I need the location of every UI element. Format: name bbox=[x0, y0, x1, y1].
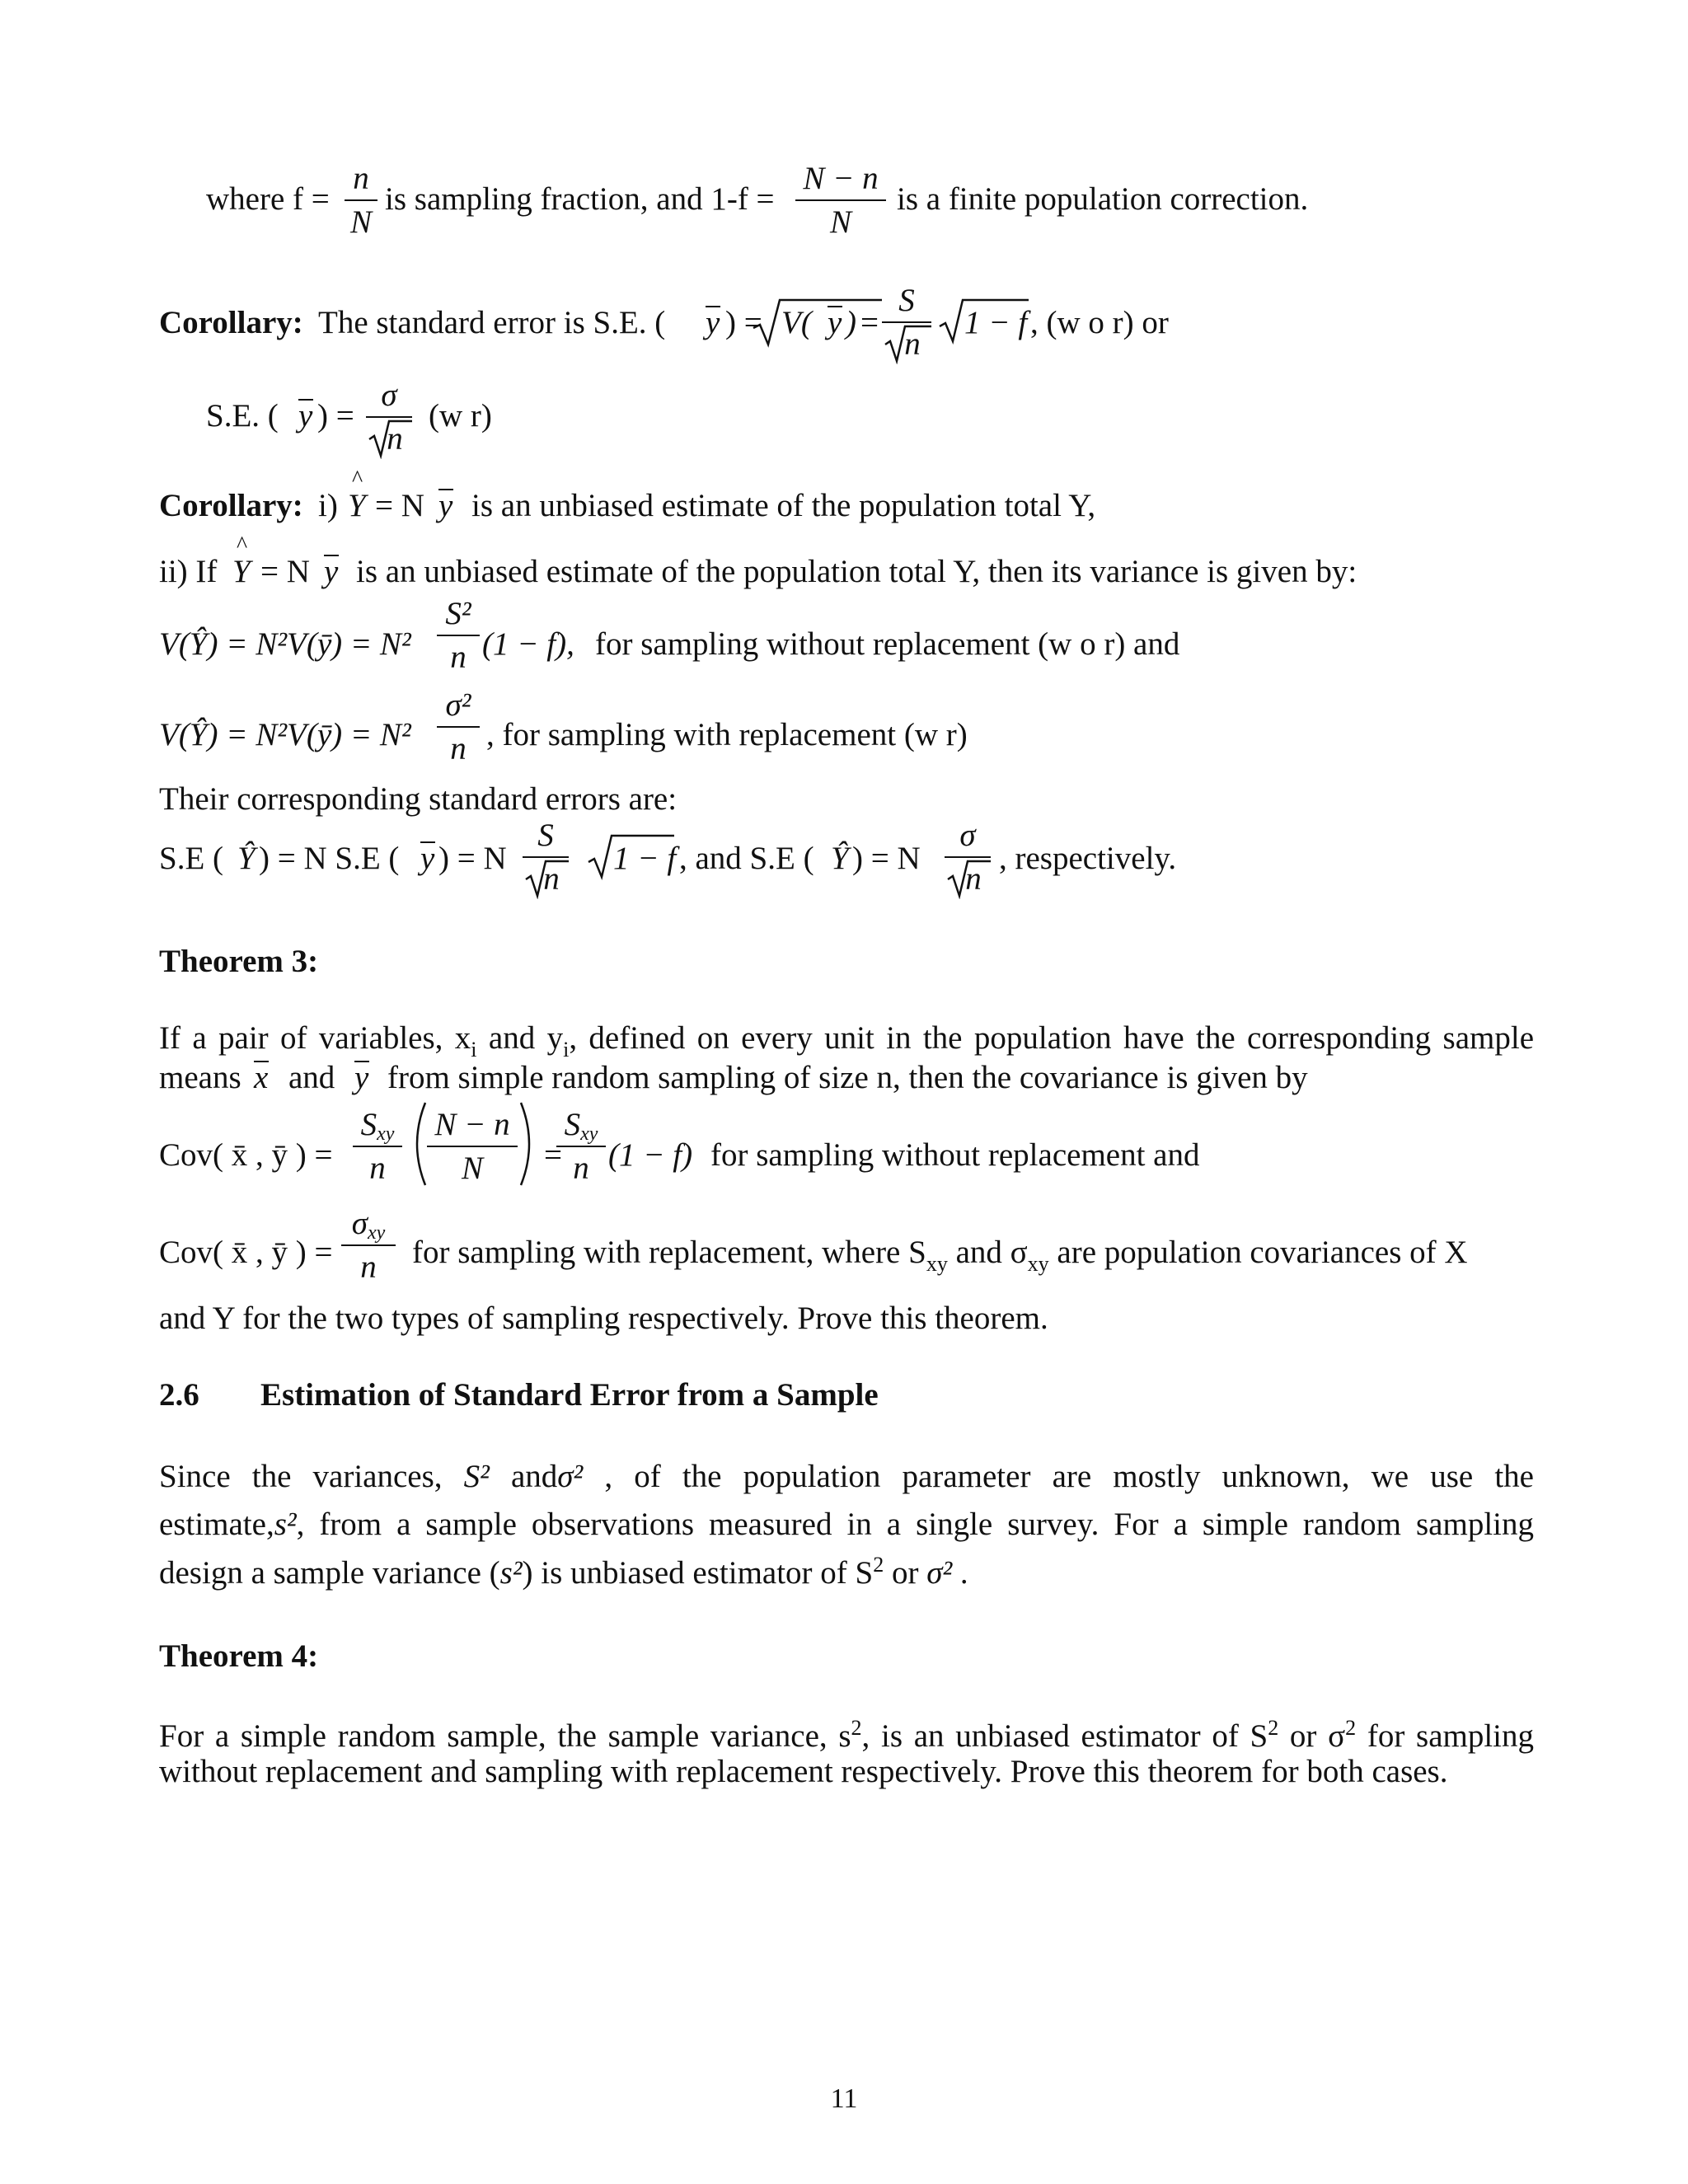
sampling-fraction-text: is sampling fraction, and 1-f = bbox=[385, 181, 775, 217]
root-n-denominator: n bbox=[965, 861, 982, 897]
equals-sign: = bbox=[544, 1137, 562, 1173]
wor-text: for sampling without replacement and bbox=[710, 1137, 1200, 1173]
one-minus-f: 1 − f bbox=[613, 841, 677, 876]
section-number: 2.6 bbox=[159, 1377, 199, 1413]
para-text: . bbox=[952, 1555, 968, 1591]
cov-lhs: Cov( x̄ , ȳ ) = bbox=[159, 1137, 333, 1173]
fpc-fraction bbox=[795, 162, 886, 238]
wr-text-a: for sampling with replacement, where S bbox=[412, 1235, 926, 1270]
thm4-text: or σ bbox=[1278, 1718, 1346, 1754]
item-ii-prefix: ii) If bbox=[159, 554, 218, 589]
para-text: or bbox=[884, 1555, 919, 1591]
theorem-4-heading: Theorem 4: bbox=[159, 1638, 319, 1674]
thm4-text: , is an unbiased estimator of S bbox=[861, 1718, 1268, 1754]
root-n-denominator: n bbox=[387, 421, 403, 457]
y-overbar bbox=[420, 841, 435, 843]
wr-text-b: and σ bbox=[947, 1235, 1028, 1270]
wr-text: , for sampling with replacement (w r) bbox=[486, 717, 968, 752]
fpc-denominator: N bbox=[829, 204, 851, 240]
sigma-numerator: σ bbox=[959, 818, 976, 853]
n-denominator: n bbox=[360, 1249, 377, 1285]
variance-lhs: V(Ŷ) = N²V(ȳ) = N² bbox=[159, 717, 411, 752]
f-denominator: N bbox=[349, 204, 372, 240]
thm4-text: for sampling bbox=[1356, 1718, 1535, 1754]
para-text: , of the population parameter are mostly unknown, we use the bbox=[604, 1459, 1534, 1494]
root-n-denominator: n bbox=[543, 861, 560, 897]
x-bar-symbol: x bbox=[254, 1060, 269, 1095]
superscript-2: 2 bbox=[1345, 1716, 1357, 1740]
s-symbol: S bbox=[360, 1107, 377, 1142]
unbiased-estimate-text: is an unbiased estimate of the population total Y, bbox=[471, 488, 1096, 523]
sxy-over-n bbox=[556, 1108, 606, 1184]
sqrt-sign-icon bbox=[524, 858, 570, 899]
s-squared-symbol: s² bbox=[499, 1555, 523, 1591]
para-line-2 bbox=[159, 1508, 1534, 1540]
sigma-symbol: σ bbox=[351, 1206, 368, 1241]
N-minus-n-numerator: N − n bbox=[434, 1107, 510, 1142]
n-denominator: n bbox=[450, 731, 467, 766]
para-text: Since the variances, bbox=[159, 1459, 443, 1494]
N-denominator: N bbox=[461, 1151, 483, 1186]
y-hat-symbol: Y bbox=[232, 554, 251, 589]
y-bar-symbol: y bbox=[354, 1060, 369, 1095]
thm3-text-b: and y bbox=[476, 1020, 564, 1056]
thm3-text-a: If a pair of variables, x bbox=[159, 1020, 471, 1056]
cov-lhs: Cov( x̄ , ȳ ) = bbox=[159, 1235, 333, 1270]
para-text: , from a sample observations measured in a single survey. For a simple random sampling bbox=[296, 1507, 1534, 1542]
y-bar-symbol: y bbox=[828, 305, 842, 340]
para-text: estimate, bbox=[159, 1507, 274, 1542]
means-text: means bbox=[159, 1060, 241, 1095]
where-f-text: where f = bbox=[206, 181, 330, 217]
close-equals: ) = bbox=[317, 398, 354, 434]
superscript-2: 2 bbox=[1268, 1716, 1279, 1740]
subscript-i: i bbox=[563, 1038, 570, 1062]
section-title: Estimation of Standard Error from a Sample bbox=[260, 1377, 879, 1413]
sigma2-over-n bbox=[437, 689, 480, 765]
theorem-4-line-2: without replacement and sampling with replacement respectively. Prove this theorem for both cases. bbox=[159, 1754, 1448, 1789]
fpc-text: is a finite population correction. bbox=[897, 181, 1309, 217]
n-denominator: n bbox=[450, 640, 467, 675]
wor-or-text: , (w o r) or bbox=[1030, 305, 1169, 340]
equals-sign: = bbox=[860, 305, 879, 340]
corollary-text: The standard error is S.E. ( bbox=[318, 305, 666, 340]
f-fraction bbox=[345, 162, 377, 238]
superscript-2: 2 bbox=[873, 1553, 884, 1577]
variance-V: V( bbox=[781, 305, 812, 340]
fraction-bar bbox=[341, 1244, 396, 1246]
thm3-text-c: , defined on every unit in the population have the corresponding sample bbox=[569, 1020, 1534, 1056]
wr-text-c: are population covariances of X bbox=[1048, 1235, 1468, 1270]
n-denominator: n bbox=[573, 1151, 589, 1186]
equals-N: = N bbox=[260, 554, 310, 589]
s-squared-symbol: S² bbox=[463, 1459, 490, 1494]
and-se-text: , and S.E ( bbox=[679, 841, 814, 876]
sigma-squared-symbol: σ² bbox=[557, 1459, 584, 1494]
theorem-3-heading: Theorem 3: bbox=[159, 944, 319, 979]
x-overbar bbox=[254, 1061, 269, 1062]
s-numerator: S bbox=[537, 818, 554, 853]
sigma-xy-over-n bbox=[341, 1207, 396, 1283]
y-hat-symbol: Ŷ bbox=[831, 841, 849, 876]
theorem-3-line-1 bbox=[159, 1020, 1534, 1062]
page-number: 11 bbox=[830, 2083, 858, 2114]
close-equals: ) = bbox=[725, 305, 762, 340]
subscript-xy: xy bbox=[926, 1252, 948, 1276]
y-overbar bbox=[298, 399, 313, 401]
wr-covariance-text bbox=[412, 1235, 1468, 1276]
right-paren-icon bbox=[518, 1101, 539, 1187]
srs-size-text: from simple random sampling of size n, then the covariance is given by bbox=[387, 1060, 1308, 1095]
variance-intro-text: is an unbiased estimate of the population total Y, then its variance is given by: bbox=[356, 554, 1357, 589]
equals-N-se: ) = N S.E ( bbox=[259, 841, 400, 876]
subscript-xy: xy bbox=[377, 1123, 395, 1145]
sqrt-sign-icon bbox=[946, 858, 992, 899]
s2-numerator: S² bbox=[445, 596, 471, 631]
and-text: and bbox=[288, 1060, 335, 1095]
corollary-heading: Corollary: bbox=[159, 488, 303, 523]
y-bar-symbol: y bbox=[706, 305, 720, 340]
subscript-xy: xy bbox=[580, 1123, 598, 1145]
fpc-numerator: N − n bbox=[803, 161, 879, 196]
y-overbar bbox=[354, 1061, 369, 1062]
y-overbar bbox=[706, 306, 720, 307]
hat-icon: ^ bbox=[352, 466, 363, 492]
fraction-bar bbox=[437, 726, 480, 728]
para-text: ) is unbiased estimator of S bbox=[522, 1555, 874, 1591]
fraction-bar bbox=[353, 1146, 402, 1147]
theorem-3-last-line: and Y for the two types of sampling respectively. Prove this theorem. bbox=[159, 1301, 1048, 1336]
equals-N: ) = N bbox=[852, 841, 921, 876]
n-denominator: n bbox=[369, 1151, 386, 1186]
y-overbar bbox=[828, 306, 842, 307]
and-text: and bbox=[510, 1459, 558, 1494]
y-overbar bbox=[324, 555, 339, 556]
s2-over-n bbox=[437, 598, 480, 673]
hat-icon: ^ bbox=[237, 532, 248, 558]
s-squared-symbol: s² bbox=[274, 1507, 297, 1542]
one-minus-f: 1 − f bbox=[964, 305, 1028, 340]
fraction-bar bbox=[795, 199, 886, 201]
s-symbol: S bbox=[564, 1107, 581, 1142]
y-bar-symbol: y bbox=[324, 554, 339, 589]
corollary-heading: Corollary: bbox=[159, 305, 303, 340]
fraction-bar bbox=[437, 635, 480, 636]
sigma-numerator: σ bbox=[381, 377, 397, 413]
root-n-denominator: n bbox=[904, 326, 921, 362]
f-numerator: n bbox=[353, 161, 369, 196]
subscript-xy: xy bbox=[1027, 1252, 1049, 1276]
se-prefix: S.E. ( bbox=[206, 398, 279, 434]
n-minus-n-over-N bbox=[427, 1108, 518, 1184]
theorem-4-line-1 bbox=[159, 1718, 1534, 1752]
sqrt-sign-icon bbox=[884, 323, 933, 364]
fraction-bar bbox=[556, 1146, 606, 1147]
y-hat-symbol: Y bbox=[348, 488, 366, 523]
thm4-text: For a simple random sample, the sample variance, s bbox=[159, 1718, 851, 1754]
item-i: i) bbox=[318, 488, 338, 523]
superscript-2: 2 bbox=[851, 1716, 862, 1740]
subscript-xy: xy bbox=[367, 1222, 386, 1244]
wr-text: (w r) bbox=[429, 398, 492, 434]
left-paren-icon bbox=[407, 1101, 429, 1187]
y-hat-symbol: Ŷ bbox=[237, 841, 256, 876]
fraction-bar bbox=[427, 1146, 518, 1147]
y-bar-symbol: y bbox=[298, 398, 313, 434]
para-line-3 bbox=[159, 1554, 968, 1589]
equals-N: ) = N bbox=[438, 841, 507, 876]
y-bar-symbol: y bbox=[420, 841, 435, 876]
sxy-over-n bbox=[353, 1108, 402, 1184]
para-line-1 bbox=[159, 1460, 1534, 1493]
s-numerator: S bbox=[898, 283, 915, 318]
sigma2-numerator: σ² bbox=[445, 687, 471, 723]
respectively-text: , respectively. bbox=[999, 841, 1177, 876]
one-minus-f: (1 − f) bbox=[608, 1137, 693, 1173]
para-text: design a sample variance ( bbox=[159, 1555, 500, 1591]
sigma-squared-symbol: σ² bbox=[926, 1555, 953, 1591]
y-overbar bbox=[438, 489, 453, 490]
wor-text: for sampling without replacement (w o r) and bbox=[595, 626, 1180, 662]
one-minus-f: (1 − f), bbox=[482, 626, 574, 662]
subscript-i: i bbox=[471, 1038, 477, 1062]
fraction-bar bbox=[345, 199, 377, 201]
se-prefix: S.E ( bbox=[159, 841, 223, 876]
variance-lhs: V(Ŷ) = N²V(ȳ) = N² bbox=[159, 626, 411, 662]
variance-close: ) bbox=[846, 305, 856, 340]
standard-errors-intro: Their corresponding standard errors are: bbox=[159, 781, 678, 817]
equals-N: = N bbox=[375, 488, 424, 523]
sqrt-sign-icon bbox=[368, 418, 414, 459]
y-bar-symbol: y bbox=[438, 488, 453, 523]
